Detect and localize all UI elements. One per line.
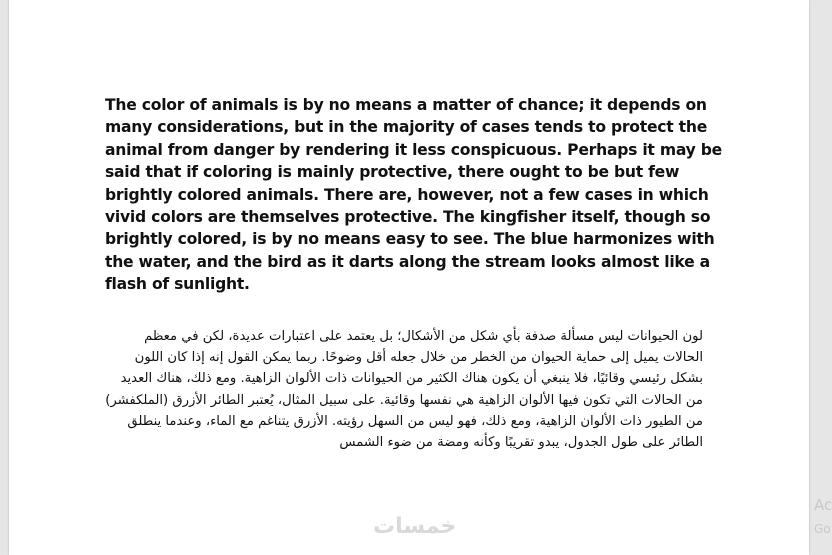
arabic-paragraph: لون الحيوانات ليس مسألة صدفة بأي شكل من الأشكال؛ بل يعتمد على اعتبارات عديدة، لكن في معظم الحالات يميل إلى حماية الحيوان من الخطر من خلال جعله أقل وضوحًا. ربما يمكن القول إنه إذا كان اللون بشكل رئيسي وقائيًا، فلا ينبغي أن يكون هناك الكثير من الحيوانات ذات الألوان الزاهية. ومع ذلك، هناك العديد من الحالات التي تكون فيها الألوان الزاهية هي نفسها وقائية. على سبيل المثال، يُعتبر الطائر الأزرق (الملكفشر) من الطيور ذات الألوان الزاهية، ومع ذلك، فهو ليس من السهل رؤيته. الأزرق يتناغم مع الماء، وعندما ينطلق الطائر على طول الجدول، يبدو تقريبًا وكأنه ومضة من ضوء الشمس bbox=[105, 329, 703, 451]
activation-notice-sub: Go bbox=[814, 522, 831, 536]
site-watermark: خمسات bbox=[373, 514, 457, 539]
document-page bbox=[9, 0, 809, 555]
english-paragraph: The color of animals is by no means a matter of chance; it depends on many considerations, but in the majority of cases tends to protect the animal from danger by rendering it less conspicuous. Perhaps it may be said that if coloring is mainly protective, there ought to be but few brightly colored animals. There are, however, not a few cases in which vivid colors are themselves protective. The kingfisher itself, though so brightly colored, is by no means easy to see. The blue harmonizes with the water, and the bird as it darts along the stream looks almost like a flash of sunlight. bbox=[105, 96, 722, 294]
activation-notice: Ac bbox=[814, 496, 832, 514]
